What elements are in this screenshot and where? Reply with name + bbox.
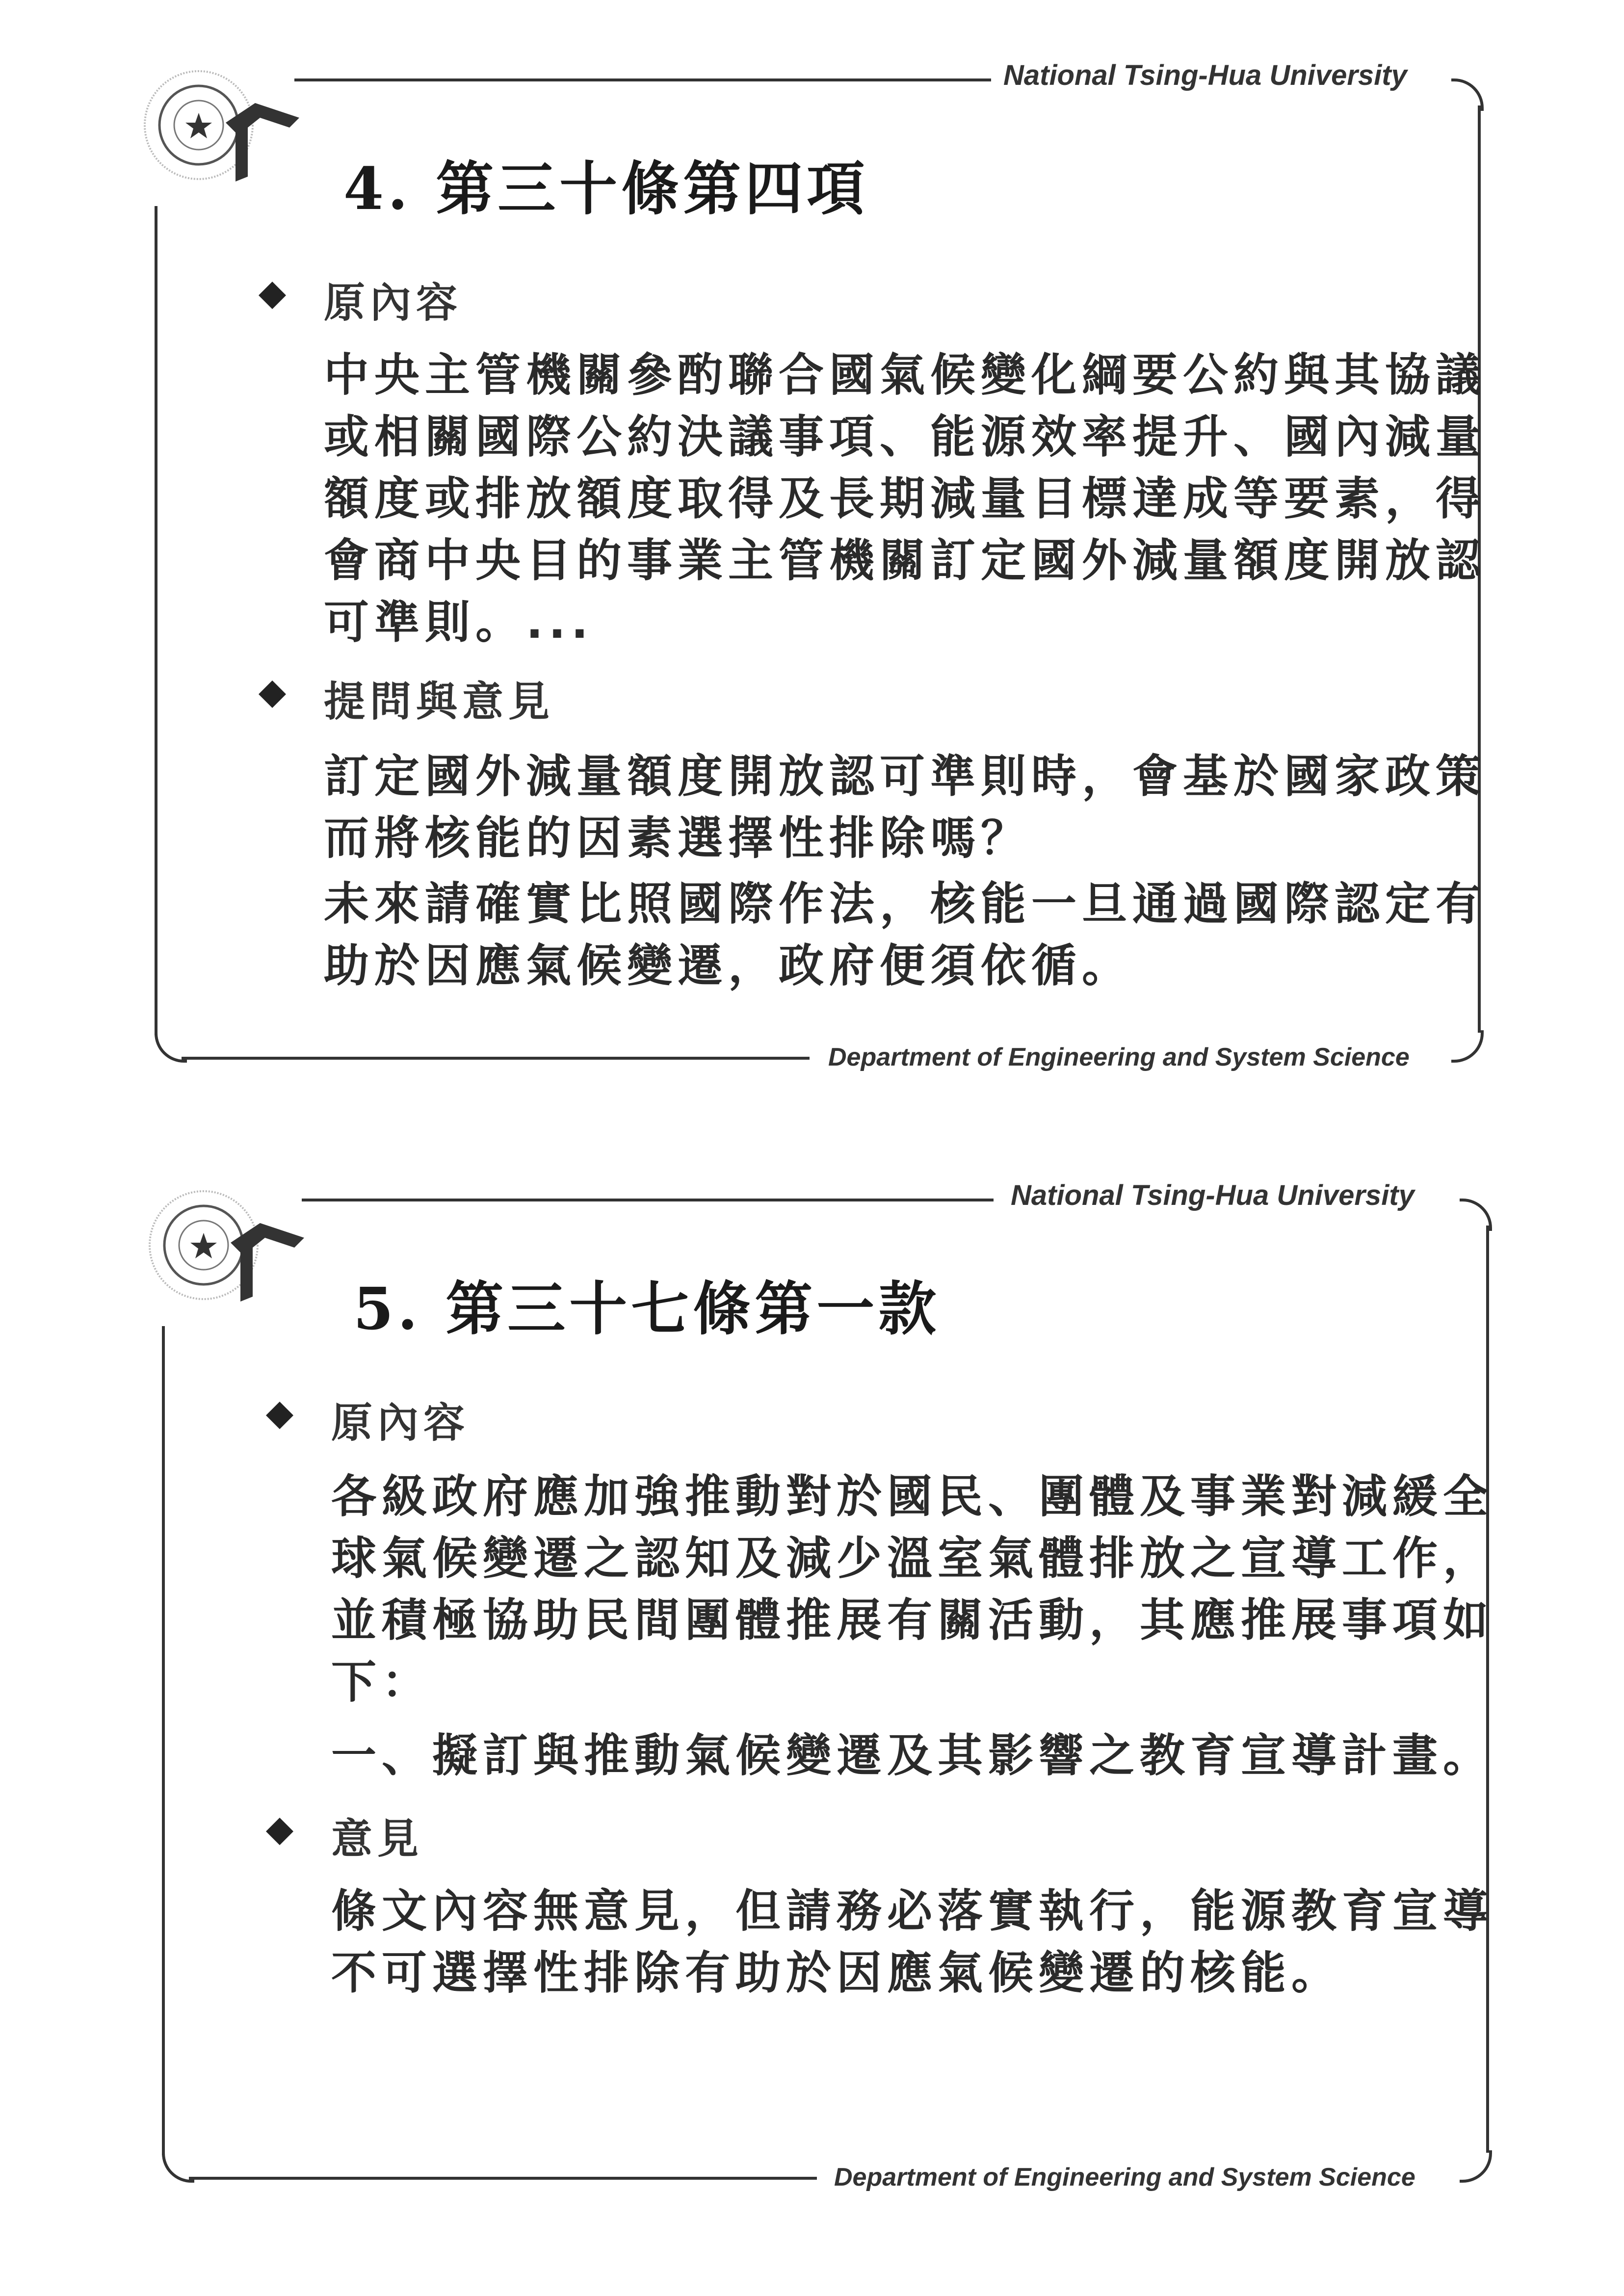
footer-rule bbox=[182, 1057, 810, 1060]
section-label-original: 原內容 bbox=[331, 1398, 470, 1447]
diamond-bullet-icon bbox=[258, 679, 287, 709]
body-line: 條文內容無意見，但請務必落實執行，能源教育宣導 bbox=[331, 1885, 1494, 1937]
body-line: 中央主管機關參酌聯合國氣候變化綱要公約與其協議 bbox=[324, 349, 1487, 401]
frame-corner bbox=[1451, 1030, 1484, 1063]
body-line: 而將核能的因素選擇性排除嗎？ bbox=[324, 812, 1032, 864]
frame-left bbox=[162, 1326, 165, 2155]
body-line: 訂定國外減量額度開放認可準則時，會基於國家政策 bbox=[324, 750, 1487, 803]
body-line: 下： bbox=[331, 1656, 433, 1708]
diamond-bullet-icon bbox=[258, 281, 287, 310]
header-rule bbox=[294, 78, 991, 81]
body-line: 不可選擇性排除有助於因應氣候變遷的核能。 bbox=[331, 1947, 1342, 1999]
body-line: 額度或排放額度取得及長期減量目標達成等要素，得 bbox=[324, 472, 1487, 525]
university-logo bbox=[142, 64, 304, 196]
body-line: 球氣候變遷之認知及減少溫室氣體排放之宣導工作， bbox=[331, 1532, 1494, 1585]
frame-corner bbox=[1460, 2150, 1492, 2183]
slide-1 bbox=[0, 0, 1624, 1104]
footer-rule bbox=[189, 2177, 817, 2180]
body-line: 可準則。... bbox=[324, 596, 594, 649]
section-label-comments: 提問與意見 bbox=[324, 677, 555, 726]
body-line: 各級政府應加強推動對於國民、團體及事業對減緩全 bbox=[331, 1470, 1494, 1523]
section-body-comments bbox=[331, 1880, 1493, 2004]
section-label-comments: 意見 bbox=[331, 1814, 424, 1863]
header-rule bbox=[302, 1199, 994, 1201]
section-body-original bbox=[331, 1466, 1493, 1787]
slide-title: 5. 第三十七條第一款 bbox=[353, 1275, 941, 1343]
header-university: National Tsing-Hua University bbox=[1003, 59, 1407, 91]
header-university: National Tsing-Hua University bbox=[1011, 1179, 1414, 1211]
frame-left bbox=[155, 206, 157, 1035]
body-line: 並積極協助民間團體推展有關活動，其應推展事項如 bbox=[331, 1594, 1494, 1646]
body-line: 會商中央目的事業主管機關訂定國外減量額度開放認 bbox=[324, 534, 1487, 587]
footer-department: Department of Engineering and System Science bbox=[834, 2163, 1415, 2192]
slide-title: 4. 第三十條第四項 bbox=[343, 155, 869, 223]
slide-2 bbox=[0, 1120, 1624, 2224]
section-label-original: 原內容 bbox=[324, 278, 463, 327]
section-body-comments bbox=[324, 746, 1486, 997]
footer-department: Department of Engineering and System Science bbox=[828, 1043, 1410, 1071]
body-line: 一、擬訂與推動氣候變遷及其影響之教育宣導計畫。 bbox=[331, 1729, 1494, 1782]
section-body-original bbox=[324, 344, 1486, 653]
diamond-bullet-icon bbox=[265, 1401, 294, 1430]
diamond-bullet-icon bbox=[265, 1817, 294, 1846]
body-line: 未來請確實比照國際作法，核能一旦通過國際認定有 bbox=[324, 878, 1487, 930]
body-line: 或相關國際公約決議事項、能源效率提升、國內減量 bbox=[324, 411, 1487, 463]
university-logo bbox=[147, 1184, 309, 1316]
body-line: 助於因應氣候變遷，政府便須依循。 bbox=[324, 939, 1133, 992]
